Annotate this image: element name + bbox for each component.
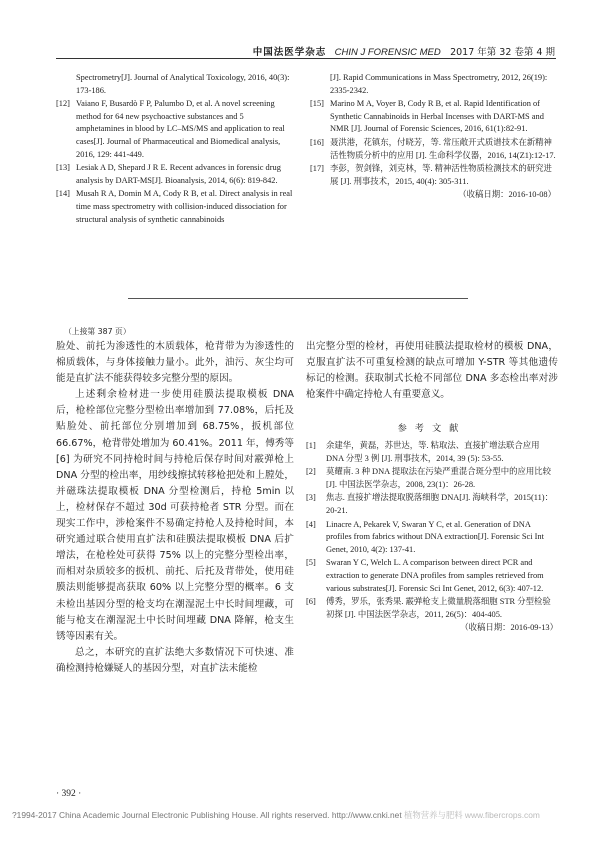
reference-item: [3] 焦志. 直接扩增法提取脱落细胞 DNA[J]. 海峡科学，2015(11)：20-21. bbox=[306, 493, 553, 515]
issue-info: 2017 年第 32 卷第 4 期 bbox=[450, 47, 555, 58]
reference-item: [17] 李彭，贺剑锋，刘克林，等. 精神活性物质检测技术的研究进展 [J]. 刑事技术，2015, 40(4): 305-311. bbox=[310, 164, 552, 186]
reference-item: [1] 余建华，黄磊，苏世达，等. 粘取法、直接扩增法联合应用 DNA 分型 3 例 [J]. 刑事技术，2014, 39 (5): 53-55. bbox=[306, 441, 540, 463]
continued-note: （上接第 387 页） bbox=[64, 327, 131, 336]
references-bottom bbox=[306, 440, 558, 635]
body-text-right bbox=[306, 339, 558, 403]
reference-item: Spectrometry[J]. Journal of Analytical Toxicology, 2016, 40(3): 173-186. bbox=[76, 73, 290, 95]
journal-title-cn: 中国法医学杂志 bbox=[252, 47, 327, 58]
reference-item: [4] Linacre A, Pekarek V, Swaran Y C, et al. Generation of DNA profiles from fabrics without DNA extraction[J]. Forensic Sci Int Genet, 2010, 4(2): 137-41. bbox=[306, 519, 544, 554]
reference-item: [12] Vaiano F, Busardò F P, Palumbo D, et al. A novel screening method for 64 new psychoactive substances and 5 amphetamines in blood by LC–MS/MS and application to real cases[J]. Journal of Pharmaceutical and Biomedical analysis, 2016, 129: 441-449. bbox=[56, 99, 285, 159]
reference-item: [13] Lesiak A D, Shepard J R E. Recent advances in forensic drug analysis by DART-MS[J]. Bioanalysis, 2014, 6(6): 819-842. bbox=[56, 163, 281, 185]
references-top-left bbox=[56, 72, 294, 227]
watermark: 植物营养与肥料 www.fibercrops.com bbox=[403, 810, 540, 820]
paragraph: 出完整分型的检材，再使用硅膜法提取检材的模板 DNA，克服直扩法不可重复检测的缺点可增加 Y-STR 等其他遗传标记的检测。获取制式长枪不同部位 DNA 多态检出率对涉枪案件中确定持枪人有重要意义。 bbox=[306, 341, 558, 401]
running-header bbox=[253, 44, 555, 58]
reference-item: [16] 聂洪港，花镇东，付晓芳，等. 常压敞开式质谱技术在新精神活性物质分析中的应用 [J]. 生命科学仪器，2016, 14(Z1):12-17. bbox=[310, 137, 556, 160]
journal-title-en: CHIN J FORENSIC MED bbox=[334, 47, 441, 58]
copyright-notice: ?1994-2017 China Academic Journal Electronic Publishing House. All rights reserved. http://www.cnki.net bbox=[12, 810, 402, 820]
references-top-right bbox=[310, 72, 556, 202]
reference-item: [14] Musah R A, Domin M A, Cody R B, et al. Direct analysis in real time mass spectrometry with collision-induced dissociation for structural analysis of synthetic cannabinoids bbox=[56, 189, 293, 224]
body-text-left bbox=[56, 339, 294, 677]
article-separator bbox=[128, 298, 468, 299]
reference-item: [2] 莫耀南. 3 种 DNA 提取法在污染严重混合斑分型中的应用比较 [J]. 中国法医学杂志，2008, 23(1)：26-28. bbox=[306, 467, 551, 489]
paragraph: 上述剩余检材进一步使用硅膜法提取模板 DNA 后，枪栓部位完整分型检出率增加到 77.08%，后托及贴脸处、前托部位分别增加到 68.75%，扳机部位 66.67%，枪背带处增加为 60.41%。2011 年，傅秀等 [6] 为研究不同持枪时间与持枪后保存时间对霰弹枪上 DNA 分型的检出率，用纱线擦拭转移枪把处和上膛处，并磁珠法提取模板 DNA 分型检测后，持枪 5min 以上，检材保存不超过 30d 可获持枪者 STR 分型。而在现实工作中，涉枪案件不易确定持枪人及持枪时间，本研究通过联合使用直扩法和硅膜法提取模板 DNA 后扩增法，在枪栓处可获得 75% 以上的完整分型检出率，而相对杂质较多的扳机、前托、后托及背带处，使用硅膜法则能够提高获取 60% 以上完整分型的概率。6 支未检出基因分型的枪支均在潮湿泥土中长时间埋藏，可能与枪支在潮湿泥土中长时间埋藏 DNA 降解，枪支生锈等因素有关。 bbox=[56, 389, 294, 642]
header-rule bbox=[56, 58, 556, 59]
page-number: · 392 · bbox=[56, 789, 82, 799]
received-date: （收稿日期：2016-09-13） bbox=[460, 623, 558, 633]
footer bbox=[12, 809, 587, 821]
reference-item: [5] Swaran Y C, Welch L. A comparison between direct PCR and extraction to generate DNA profiles from samples retrieved from various substrates[J]. Forensic Sci Int Genet, 2012, 6(3): 407-12. bbox=[306, 558, 544, 593]
references-heading: 参考文献 bbox=[397, 423, 467, 434]
paragraph: 总之，本研究的直扩法绝大多数情况下可快速、准确检测持枪嫌疑人的基因分型，对直扩法未能检 bbox=[56, 646, 294, 674]
reference-item: [6] 傅秀，罗乐，张秀果. 霰弹枪支上微量脱落细胞 STR 分型检验初探 [J]. 中国法医学杂志，2011, 26(5)：404-405. bbox=[306, 597, 551, 619]
reference-item: [15] Marino M A, Voyer B, Cody R B, et al. Rapid Identification of Synthetic Cannabinoids in Herbal Incenses with DART-MS and NMR [J]. Journal of Forensic Sciences, 2016, 61(1):82-91. bbox=[310, 99, 544, 134]
received-date: （收稿日期：2016-10-08） bbox=[458, 190, 556, 200]
reference-item: [J]. Rapid Communications in Mass Spectrometry, 2012, 26(19): 2335-2342. bbox=[330, 73, 548, 95]
paragraph: 脸处、前托为渗透性的木质载体，枪背带为为渗透性的棉质载体，与身体接触力量小。此外，油污、灰尘均可能是直扩法不能获得较多完整分型的原因。 bbox=[56, 341, 294, 385]
